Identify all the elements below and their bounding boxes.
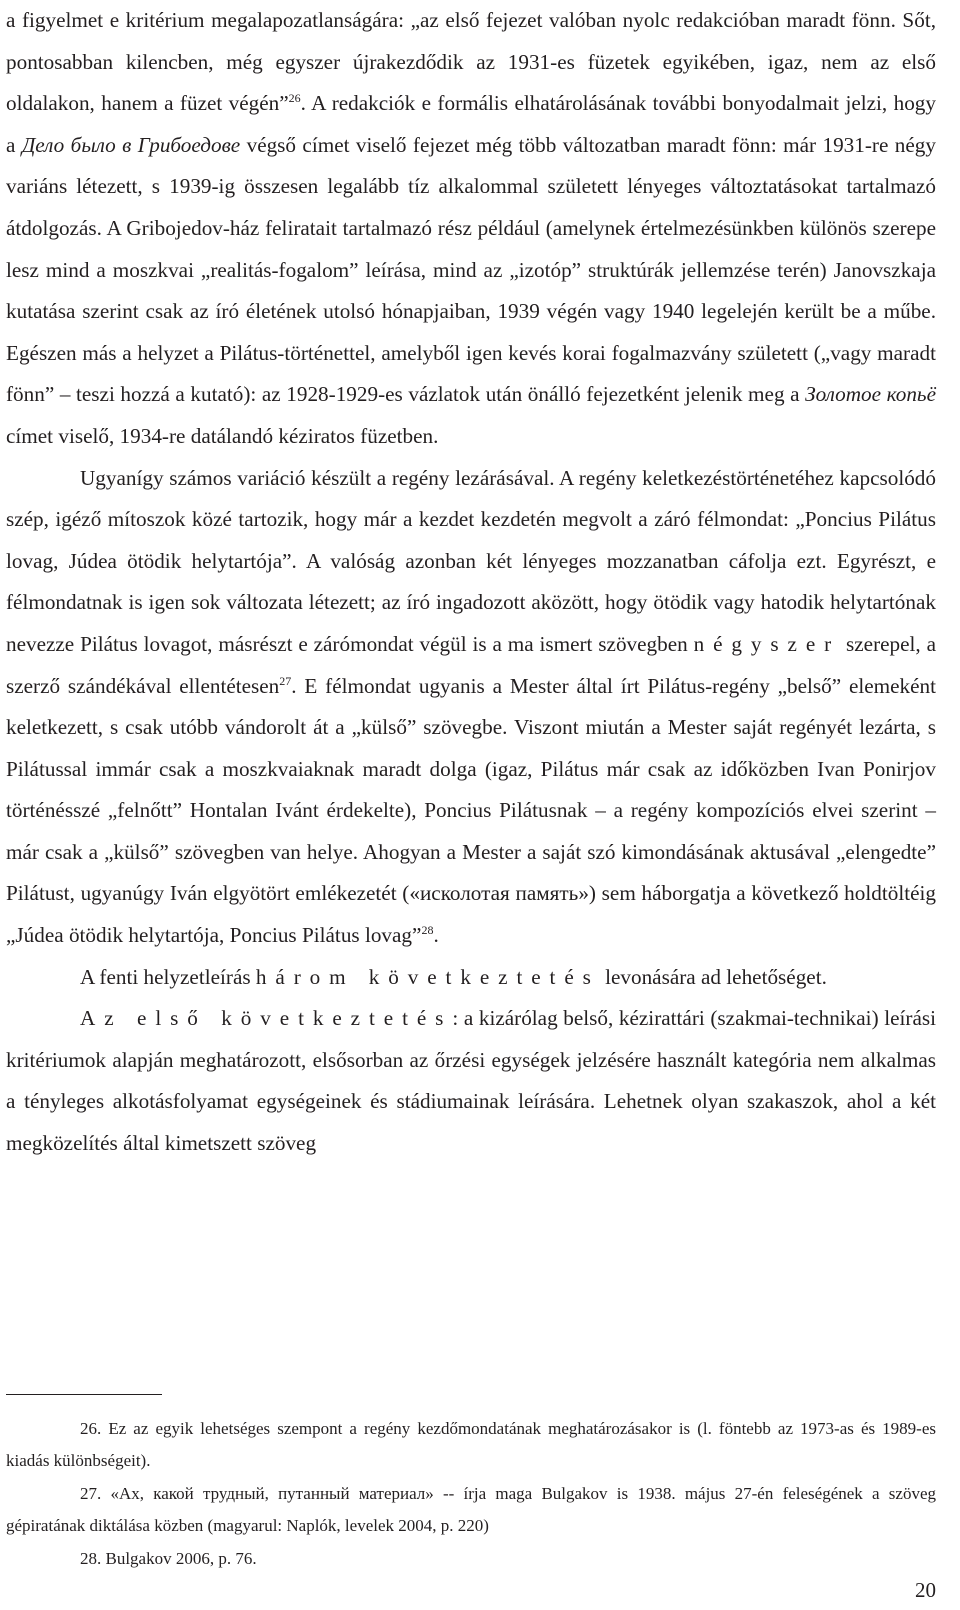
paragraph-4 (6, 998, 936, 1164)
body-text (6, 0, 936, 1165)
spaced-emphasis: négyszer (693, 631, 841, 656)
text-run: szerepel, a szerző szándékával ellentétesen (6, 631, 936, 698)
page-number: 20 (915, 1578, 936, 1602)
footnote-separator (6, 1394, 162, 1395)
text-run: . (433, 923, 439, 948)
text-run: a figyelmet e kritérium megalapozatlanságára: „az első fejezet valóban nyolc redakcióban maradt fönn. Sőt, pontosabban kilencben, még egyszer újrakezdődik az 1931-es füzetek egyikében, igaz, nem az első oldalakon, hanem a füzet végén” (6, 8, 936, 116)
text-run: Ugyanígy számos variáció készült a regény lezárásával. A regény keletkezéstörténetéhez kapcsolódó szép, igéző mítoszok közé tartozik, hogy már a kezdet kezdetén megvolt a záró félmondat: „Poncius Pilátus lovag, Júdea ötödik helytartója”. A valóság azonban két lényeges mozzanatban cáfolja ezt. Egyrészt, e félmondatnak is igen sok változata létezett; az író ingadozott aközött, hogy ötödik vagy hatodik helytartónak nevezze Pilátus lovagot, másrészt e zárómondat végül is a ma ismert szövegben (6, 465, 936, 656)
text-run: levonására ad lehetőséget. (599, 964, 827, 989)
russian-title: Золотое копьё (805, 382, 936, 407)
text-run: . E félmondat ugyanis a Mester által írt Pilátus-regény „belső” elemeként keletkezett, s csak utóbb vándorolt át a „külső” szövegbe. Viszont miután a Mester saját regényét lezárta, s Pilátussal immár csak a moszkvaiaknak maradt dolga (igaz, Pilátus már csak az időközben Ivan Ponirjov történésszé „felnőtt” Hontalan Ivánt érdekelte), Poncius Pilátusnak – a regény kompozíciós elvei szerint – már csak a „külső” szövegben van helye. Ahogyan a Mester a saját szó kimondásának aktusával „elengedte” Pilátust, ugyanúgy Iván elgyötört emlékezetét («исколотая память») sem háborgatja a következő holdtöltéig „Júdea ötödik helytartója, Poncius Pilátus lovag” (6, 673, 937, 948)
spaced-emphasis: három következtetés (255, 964, 600, 989)
text-run: : a kizárólag belső, kézirattári (szakmai-technikai) leírási kritériumok alapján meghatározott, elsősorban az őrzési egységek jelzésére használt kategória nem alkalmas a tényleges alkotásfolyamat egységeinek és stádiumainak leírására. Lehetnek olyan szakaszok, ahol a két megközelítés által kimetszett szöveg (6, 1006, 936, 1156)
paragraph-3 (6, 957, 936, 999)
document-page (6, 0, 937, 1568)
footnote-26: 26. Ez az egyik lehetséges szempont a regény kezdőmondatának meghatározásakor is (l. föntebb az 1973-as és 1989-es kiadás különbségeit). (6, 1419, 936, 1471)
footnotes (6, 1413, 936, 1575)
text-run: címet viselő, 1934-re datálandó kéziratos füzetben. (6, 423, 439, 448)
footnote-ref-28[interactable]: 28 (421, 923, 434, 938)
text-run: A fenti helyzetleírás (80, 964, 256, 989)
paragraph-1 (6, 0, 936, 458)
footnote-27: 27. «Ах, какой трудный, путанный материал» -- írja maga Bulgakov is 1938. május 27-én feleségének a szöveg gépiratának diktálása közben (magyarul: Naplók, levelek 2004, p. 220) (6, 1483, 936, 1536)
spaced-emphasis: Az első következtetés (80, 1006, 453, 1031)
text-run: végső címet viselő fejezet még több változatban maradt fönn: már 1931-re négy variáns létezett, s 1939-ig összesen legalább tíz alkalommal született lényeges változtatásokat tartalmazó átdolgozás. A Gribojedov-ház feliratait tartalmazó rész például (amelynek értelmezésünkben különös szerepe lesz mind a moszkvai „realitás-fogalom” leírása, mind az „izotóp” struktúrák jellemzése terén) Janovszkaja kutatása szerint csak az író életének utolsó hónapjaiban, 1939 végén vagy 1940 legelején került be a műbe. Egészen más a helyzet a Pilátus-történettel, amelyből igen kevés korai fogalmazvány született („vagy maradt fönn” – teszi hozzá a kutató): az 1928-1929-es vázlatok után önálló fejezetként jelenik meg a (6, 132, 936, 407)
footnote-28: 28. Bulgakov 2006, p. 76. (80, 1548, 257, 1568)
footnote-ref-27[interactable]: 27 (279, 673, 292, 688)
footnote-ref-26[interactable]: 26 (288, 91, 301, 106)
russian-title: Дело было в Грибоедове (21, 132, 241, 157)
text-run: . A redakciók e formális elhatárolásának további bonyodalmait jelzi, hogy a (6, 91, 936, 157)
paragraph-2 (6, 458, 936, 957)
